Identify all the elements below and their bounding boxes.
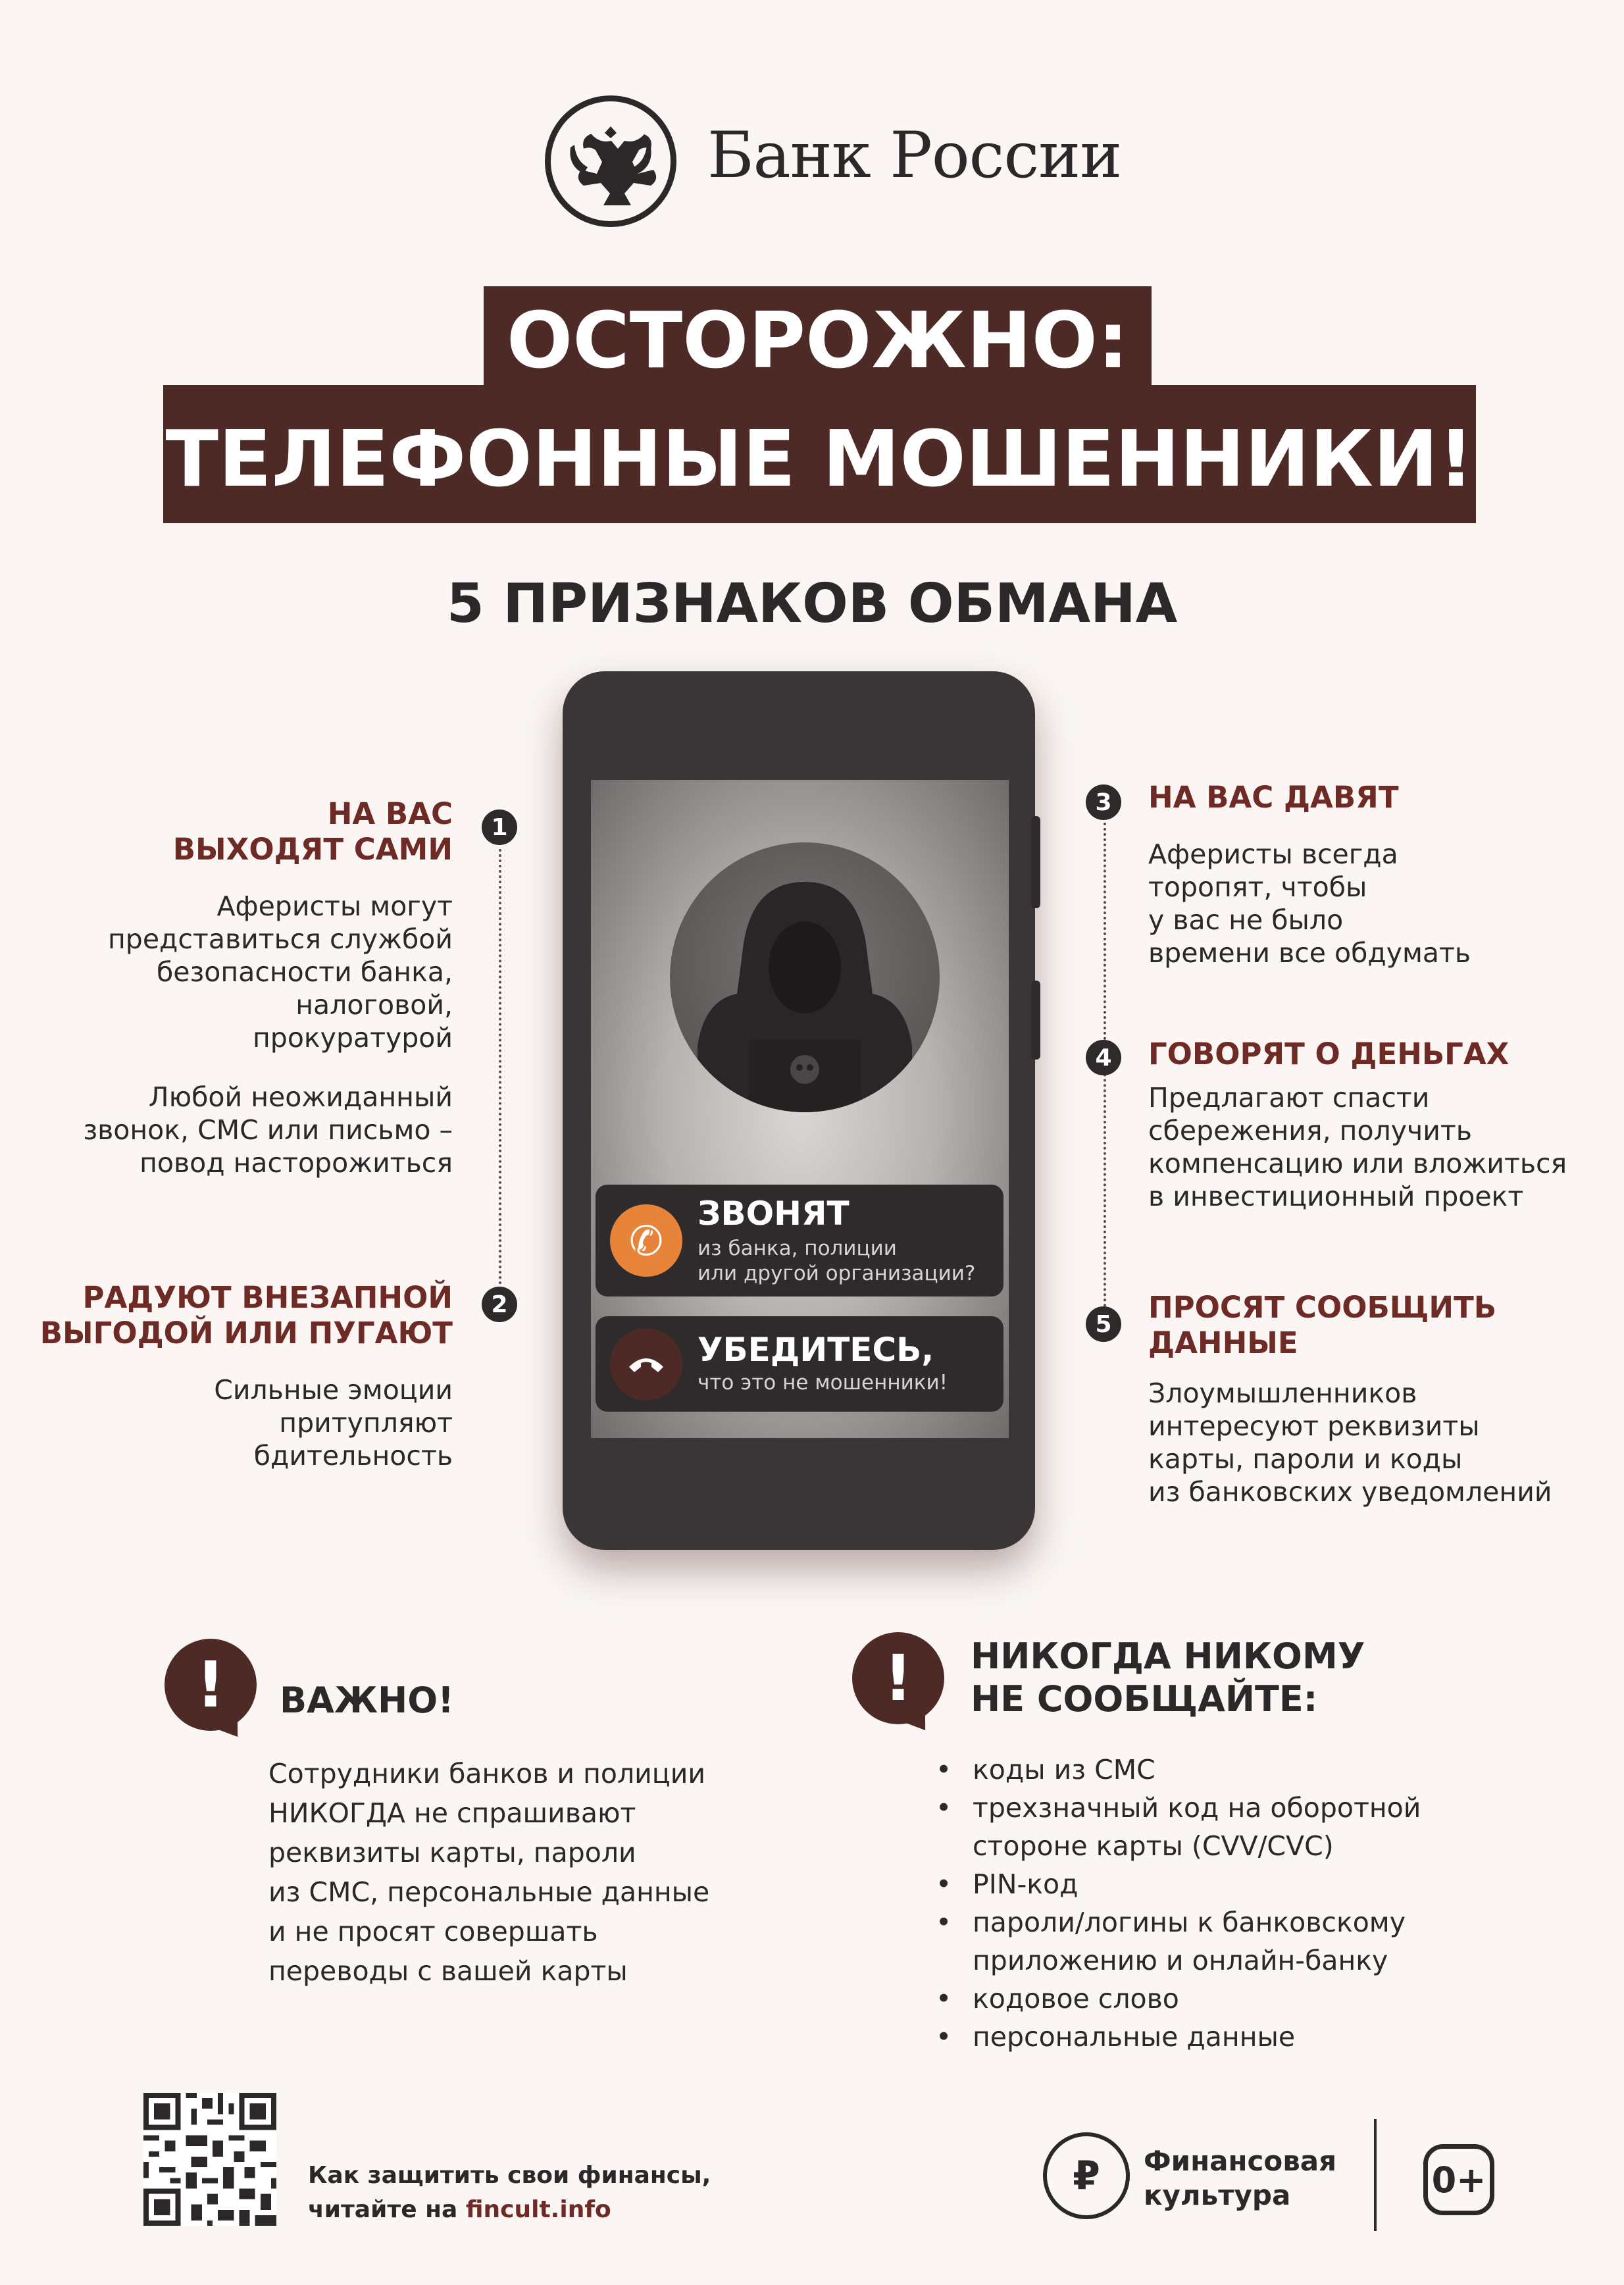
sign-2-text-line: Сильные эмоции — [214, 1374, 453, 1406]
sign-4-text-line: в инвестиционный проект — [1148, 1181, 1524, 1212]
title-line-2: ТЕЛЕФОННЫЕ МОШЕННИКИ! — [163, 385, 1476, 523]
sign-1-text-line: безопасности банка, — [157, 956, 453, 988]
sign-3-heading-line: НА ВАС ДАВЯТ — [1148, 780, 1399, 815]
verify-subtitle: что это не мошенники! — [698, 1371, 948, 1395]
sign-number-1: 1 — [482, 809, 517, 845]
sign-5-text-line: карты, пароли и коды — [1148, 1443, 1463, 1475]
qr-code-icon — [143, 2093, 276, 2226]
sign-1-text-line: представиться службой — [107, 923, 453, 955]
phone-answer-icon: ✆ — [610, 1204, 682, 1277]
hooded-figure-avatar — [670, 842, 940, 1112]
verify-title: УБЕДИТЕСЬ, — [698, 1331, 934, 1369]
exclamation-icon: ! — [165, 1639, 257, 1731]
never-list-item: • трехзначный код на оборотной стороне карты (CVV/CVC) — [933, 1789, 1421, 1865]
sign-5-text-line: интересуют реквизиты — [1148, 1410, 1480, 1442]
org-name: Банк России — [707, 118, 1122, 192]
phone-side-button — [1031, 981, 1040, 1060]
phone-side-button — [1031, 816, 1040, 908]
sign-4-text-line: компенсацию или вложиться — [1148, 1148, 1567, 1179]
sign-2-text-line: притупляют — [279, 1407, 453, 1439]
important-line: и не просят совершать — [268, 1916, 598, 1947]
important-line: НИКОГДА не спрашивают — [268, 1797, 636, 1829]
never-heading-line-2: НЕ СООБЩАЙТЕ: — [971, 1678, 1318, 1720]
never-list-item: • PIN-код — [933, 1865, 1421, 1903]
sign-number-4: 4 — [1086, 1040, 1121, 1075]
fincult-link[interactable]: fincult.info — [465, 2196, 611, 2223]
call-subtitle-2: или другой организации? — [698, 1262, 976, 1285]
never-list-item: • пароли/логины к банковскому приложению и онлайн-банку — [933, 1903, 1421, 1980]
sign-1-text2-line: Любой неожиданный — [148, 1081, 453, 1113]
sign-number-5: 5 — [1086, 1306, 1121, 1342]
never-heading-line-1: НИКОГДА НИКОМУ — [971, 1635, 1365, 1677]
subtitle: 5 ПРИЗНАКОВ ОБМАНА — [446, 573, 1178, 635]
financial-culture-logo — [1043, 2132, 1130, 2219]
sign-3-text-line: Аферисты всегда — [1148, 838, 1398, 870]
sign-5-heading-line: ДАННЫЕ — [1148, 1325, 1298, 1360]
bank-emblem — [545, 95, 676, 227]
sign-3-text-line: времени все обдумать — [1148, 937, 1471, 969]
sign-1-text-line: налоговой, — [295, 989, 453, 1021]
sign-5-text-line: из банковских уведомлений — [1148, 1476, 1552, 1508]
sign-4-text-line: Предлагают спасти — [1148, 1082, 1430, 1114]
fc-line-2: культура — [1144, 2179, 1291, 2211]
sign-1-text2-line: звонок, СМС или письмо – — [83, 1114, 453, 1146]
title-line-1: ОСТОРОЖНО: — [484, 286, 1152, 395]
important-text — [268, 1754, 709, 1991]
never-list-item: • кодовое слово — [933, 1980, 1421, 2018]
sign-3-text-line: торопят, чтобы — [1148, 871, 1367, 903]
important-line: переводы с вашей карты — [268, 1955, 628, 1987]
footer-divider — [1374, 2119, 1377, 2231]
sign-1-text-line: Аферисты могут — [216, 890, 453, 922]
sign-2-heading-line: ВЫГОДОЙ ИЛИ ПУГАЮТ — [39, 1316, 453, 1350]
important-heading: ВАЖНО! — [280, 1680, 454, 1721]
never-list-item: • персональные данные — [933, 2018, 1421, 2056]
important-line: реквизиты карты, пароли — [268, 1837, 636, 1868]
phone-hangup-icon — [610, 1328, 682, 1400]
hooded-hacker-icon — [670, 842, 940, 1112]
footer-line-2: читайте на fincult.info — [308, 2196, 611, 2223]
sign-1-text-line: прокуратурой — [253, 1022, 453, 1054]
age-rating-badge: 0+ — [1423, 2144, 1494, 2215]
call-title: ЗВОНЯТ — [698, 1194, 850, 1233]
important-line: из СМС, персональные данные — [268, 1876, 710, 1908]
sign-1-text2-line: повод насторожиться — [140, 1147, 453, 1179]
sign-4 — [1148, 1037, 1567, 1213]
footer-text — [308, 2159, 711, 2227]
sign-number-2: 2 — [482, 1287, 517, 1322]
double-headed-eagle-icon — [551, 101, 671, 221]
sign-3 — [1148, 780, 1471, 969]
never-list-item: • коды из СМС — [933, 1751, 1421, 1789]
sign-2 — [40, 1280, 453, 1472]
sign-2-heading-line: РАДУЮТ ВНЕЗАПНОЙ — [82, 1280, 453, 1315]
ruble-icon: ₽ — [1073, 2153, 1100, 2199]
sign-2-text-line: бдительность — [253, 1440, 453, 1472]
footer-line-1: Как защитить свои финансы, — [308, 2162, 711, 2189]
sign-3-text-line: у вас не было — [1148, 904, 1344, 936]
sign-4-text-line: сбережения, получить — [1148, 1115, 1472, 1146]
sign-4-heading-line: ГОВОРЯТ О ДЕНЬГАХ — [1148, 1037, 1510, 1071]
dotted-connector-left — [499, 849, 501, 1290]
important-line: Сотрудники банков и полиции — [268, 1758, 706, 1789]
sign-number-3: 3 — [1086, 784, 1121, 820]
sign-5 — [1148, 1290, 1552, 1508]
sign-5-text-line: Злоумышленников — [1148, 1377, 1417, 1409]
sign-1-heading-line: ВЫХОДЯТ САМИ — [172, 832, 453, 867]
sign-5-heading-line: ПРОСЯТ СООБЩИТЬ — [1148, 1290, 1497, 1325]
qr-code[interactable] — [143, 2093, 276, 2226]
exclamation-icon: ! — [852, 1632, 944, 1724]
incoming-call-card — [596, 1185, 1003, 1297]
financial-culture-text — [1144, 2144, 1336, 2213]
call-subtitle-1: из банка, полиции — [698, 1237, 897, 1260]
verify-call-card — [596, 1316, 1003, 1412]
sign-1-heading-line: НА ВАС — [327, 796, 453, 831]
fc-line-1: Финансовая — [1144, 2145, 1337, 2177]
never-list — [933, 1751, 1421, 2056]
sign-1 — [83, 796, 453, 1179]
